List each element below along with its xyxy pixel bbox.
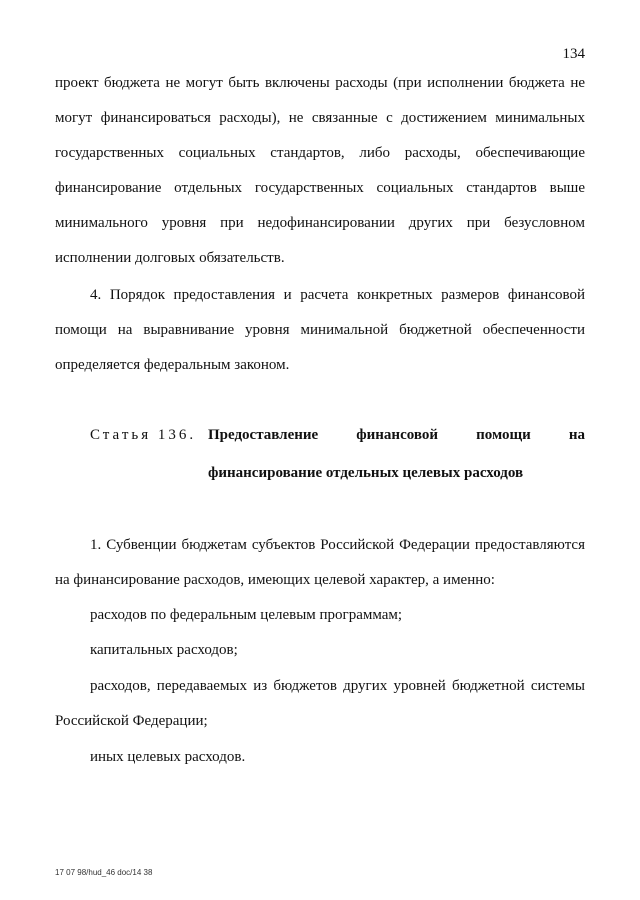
list-item: капитальных расходов; <box>90 642 238 658</box>
paragraph-line: государственных социальных стандартов, либо расходы, обеспечивающие <box>55 145 585 161</box>
page-number: 134 <box>562 46 585 62</box>
paragraph-line: определяется федеральным законом. <box>55 357 290 373</box>
list-item: иных целевых расходов. <box>90 749 246 765</box>
paragraph-line: 1. Субвенции бюджетам субъектов Российской Федерации предоставляются <box>90 537 585 553</box>
article-title-line-2: финансирование отдельных целевых расходов <box>208 465 524 481</box>
paragraph-line: помощи на выравнивание уровня минимальной бюджетной обеспеченности <box>55 322 585 338</box>
paragraph-line: на финансирование расходов, имеющих целевой характер, а именно: <box>55 572 495 588</box>
paragraph-line: проект бюджета не могут быть включены расходы (при исполнении бюджета не <box>55 75 585 91</box>
paragraph-line: могут финансироваться расходы), не связанные с достижением минимальных <box>55 110 585 126</box>
list-item: Российской Федерации; <box>55 713 208 729</box>
footer-file-reference: 17 07 98/hud_46 doc/14 38 <box>55 868 153 877</box>
paragraph-line: финансирование отдельных государственных социальных стандартов выше <box>55 180 585 196</box>
list-item: расходов по федеральным целевым программам; <box>90 607 403 623</box>
list-item: расходов, передаваемых из бюджетов других уровней бюджетной системы <box>90 678 585 694</box>
paragraph-line: минимального уровня при недофинансировании других при безусловном <box>55 215 585 231</box>
article-label: Статья 136. <box>90 427 197 443</box>
paragraph-line: 4. Порядок предоставления и расчета конкретных размеров финансовой <box>90 287 585 303</box>
article-title-line-1: Предоставление финансовой помощи на <box>208 427 585 443</box>
paragraph-line: исполнении долговых обязательств. <box>55 250 285 266</box>
